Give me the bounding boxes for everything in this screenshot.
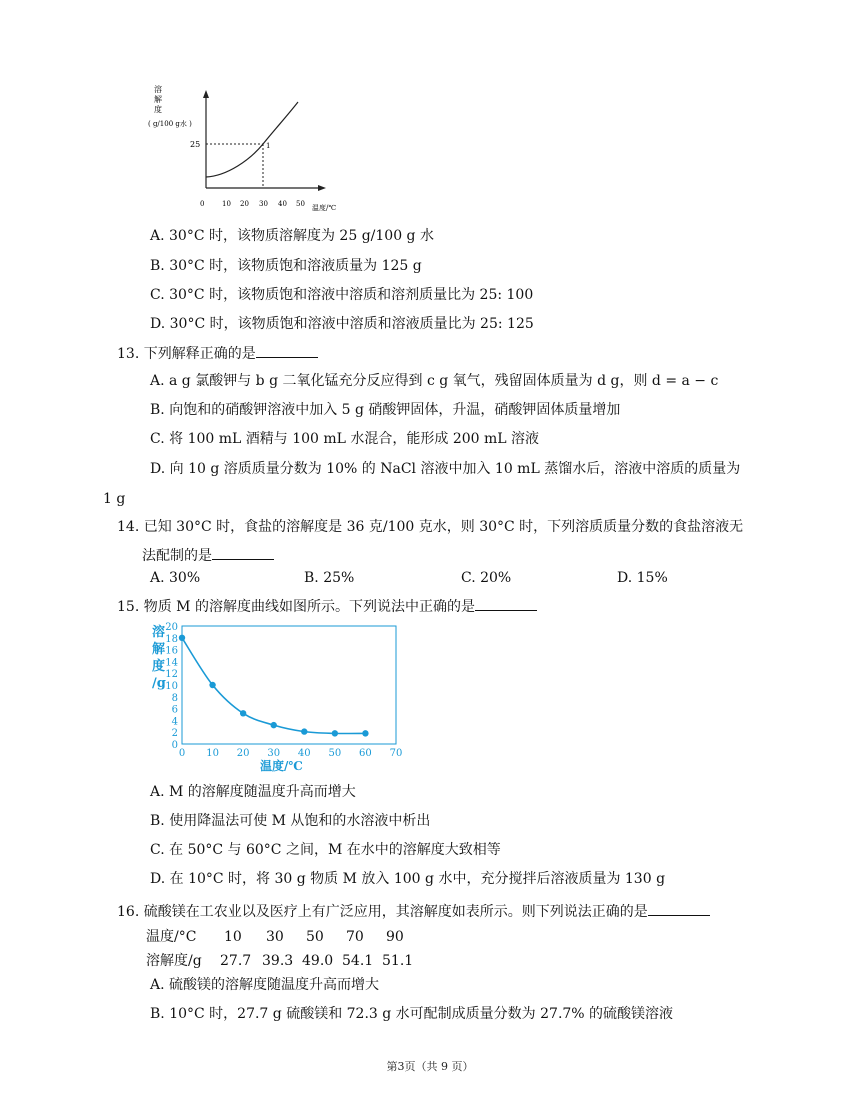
- q14-stem-line2: [142, 545, 274, 565]
- fig2-xtick-label: 50: [328, 748, 342, 759]
- q16-row2-cell: 39.3: [262, 953, 294, 969]
- q12-option-c: C. 30°C 时，该物质饱和溶液中溶质和溶剂质量比为 25: 100: [150, 287, 534, 303]
- q16-option-b: B. 10°C 时，27.7 g 硫酸镁和 72.3 g 水可配制成质量分数为 27.7% 的硫酸镁溶液: [150, 1006, 674, 1022]
- page-footer: 第3页（共 9 页）: [386, 1060, 474, 1073]
- fig2-ytick-label: 18: [165, 633, 178, 645]
- q16-row1-label: 温度/°C: [146, 929, 197, 945]
- fig2-data-point: [362, 730, 368, 736]
- fig2-xtick-label: 10: [206, 748, 219, 759]
- fig1-ylabel-3: 度: [154, 105, 162, 114]
- q13-option-d-line1: D. 向 10 g 溶质质量分数为 10% 的 NaCl 溶液中加入 10 mL 蒸馏水后，溶液中溶质的质量为: [150, 461, 741, 477]
- fig2-data-point: [332, 730, 338, 736]
- q14-option-d: D. 15%: [617, 570, 668, 586]
- q16-table-row-temp: [146, 928, 426, 946]
- q16-row2-cell: 27.7: [220, 953, 252, 969]
- fig2-ytick-label: 8: [171, 692, 178, 704]
- fig1-ylabel-2: 解: [154, 95, 162, 104]
- fig2-ytick-label: 6: [171, 704, 178, 716]
- q12-option-b: B. 30°C 时，该物质饱和溶液质量为 125 g: [150, 258, 422, 274]
- fig2-data-point: [271, 722, 277, 728]
- q15-option-a: A. M 的溶解度随温度升高而增大: [150, 784, 356, 800]
- fig1-ytick-25: 25: [190, 140, 201, 149]
- fig2-ytick-label: 16: [165, 645, 178, 657]
- fig2-data-point: [179, 635, 185, 641]
- fig2-ytick-label: 0: [171, 740, 178, 751]
- q15-option-b: B. 使用降温法可使 M 从饱和的水溶液中析出: [150, 813, 431, 829]
- q15-option-d: D. 在 10°C 时，将 30 g 物质 M 放入 100 g 水中，充分搅拌后溶液质量为 130 g: [150, 871, 666, 887]
- fig2-ytick-label: 10: [165, 681, 178, 692]
- q16-stem-text: 16. 硫酸镁在工农业以及医疗上有广泛应用，其溶解度如表所示。则下列说法正确的是: [117, 904, 648, 920]
- fig2-ylabel-char: 溶: [152, 625, 166, 640]
- solubility-figure-1: [142, 80, 354, 220]
- fig1-xtick-40: 40: [278, 200, 287, 208]
- q16-row1-cell: 30: [266, 929, 284, 945]
- fig2-data-point: [301, 728, 307, 734]
- fig2-xtick-label: 60: [359, 748, 372, 759]
- fig2-xtick-label: 20: [236, 748, 250, 759]
- q14-option-a: A. 30%: [150, 570, 201, 586]
- fig2-xtick-label: 40: [297, 748, 311, 759]
- fig2-ytick-label: 14: [165, 657, 178, 669]
- fig2-ylabel-char: 度: [152, 659, 166, 674]
- q14-option-c: C. 20%: [461, 570, 512, 586]
- fig1-curve: [206, 102, 298, 177]
- fig2-data-point: [240, 710, 246, 716]
- q15-option-c: C. 在 50°C 与 60°C 之间，M 在水中的溶解度大致相等: [150, 842, 501, 858]
- fig2-ytick-label: 12: [165, 669, 178, 681]
- fig2-ylabel-char: 解: [152, 642, 166, 657]
- q16-row2-cell: 51.1: [382, 953, 414, 969]
- fig1-point-label: 1: [266, 142, 271, 150]
- fig1-ylabel-1: 溶: [154, 85, 162, 94]
- q16-answer-blank[interactable]: [648, 901, 710, 916]
- q12-option-a: A. 30°C 时，该物质溶解度为 25 g/100 g 水: [150, 228, 434, 244]
- fig2-ytick-label: 4: [171, 716, 178, 728]
- fig2-ylabel-char: /g: [152, 676, 166, 691]
- fig1-xtick-30: 30: [259, 200, 268, 208]
- solubility-chart-m: [142, 620, 404, 774]
- fig1-yunit: ( g/100 g水 ): [148, 120, 192, 128]
- fig1-xlabel: 温度/℃: [312, 204, 337, 212]
- q16-option-a: A. 硫酸镁的溶解度随温度升高而增大: [150, 977, 380, 993]
- q13-option-d-line2: 1 g: [103, 491, 126, 507]
- fig2-data-point: [209, 682, 215, 688]
- fig2-xlabel: 温度/℃: [260, 759, 303, 773]
- fig1-xtick-0: 0: [200, 200, 205, 208]
- fig1-xtick-50: 50: [296, 200, 305, 208]
- fig1-xtick-20: 20: [240, 200, 249, 208]
- q16-row1-cell: 90: [386, 929, 404, 945]
- q16-row1-cell: 50: [306, 929, 324, 945]
- q16-table-row-solubility: [146, 952, 422, 970]
- q16-row2-cell: 49.0: [302, 953, 334, 969]
- q13-stem-text: 13. 下列解释正确的是: [117, 346, 256, 362]
- q12-option-d: D. 30°C 时，该物质饱和溶液中溶质和溶液质量比为 25: 125: [150, 316, 534, 332]
- fig2-ytick-label: 2: [171, 728, 178, 740]
- q15-stem-text: 15. 物质 M 的溶解度曲线如图所示。下列说法中正确的是: [117, 599, 475, 615]
- q15-answer-blank[interactable]: [475, 596, 537, 611]
- fig2-xtick-label: 0: [178, 748, 186, 759]
- fig2-ytick-label: 20: [165, 622, 178, 633]
- q14-answer-blank[interactable]: [212, 545, 274, 560]
- q16-stem: [117, 901, 710, 921]
- fig1-xtick-10: 10: [222, 200, 231, 208]
- q14-option-b: B. 25%: [304, 570, 355, 586]
- q13-option-c: C. 将 100 mL 酒精与 100 mL 水混合，能形成 200 mL 溶液: [150, 431, 540, 447]
- q16-row2-label: 溶解度/g: [146, 953, 202, 969]
- q16-row2-cell: 54.1: [342, 953, 374, 969]
- q13-option-a: A. a g 氯酸钾与 b g 二氧化锰充分反应得到 c g 氧气，残留固体质量为 d g，则 d = a − c: [150, 373, 719, 389]
- q16-row1-cell: 70: [346, 929, 364, 945]
- q13-stem: [117, 343, 318, 363]
- fig2-xtick-label: 70: [389, 748, 403, 759]
- q16-row1-cell: 10: [224, 929, 242, 945]
- q13-option-b: B. 向饱和的硝酸钾溶液中加入 5 g 硝酸钾固体，升温，硝酸钾固体质量增加: [150, 402, 621, 418]
- q13-answer-blank[interactable]: [256, 343, 318, 358]
- q15-stem: [117, 596, 537, 616]
- fig2-xtick-label: 30: [267, 748, 281, 759]
- q14-stem-text: 法配制的是: [142, 548, 212, 564]
- q14-stem-line1: 14. 已知 30°C 时，食盐的溶解度是 36 克/100 克水，则 30°C 时，下列溶质质量分数的食盐溶液无: [117, 519, 744, 535]
